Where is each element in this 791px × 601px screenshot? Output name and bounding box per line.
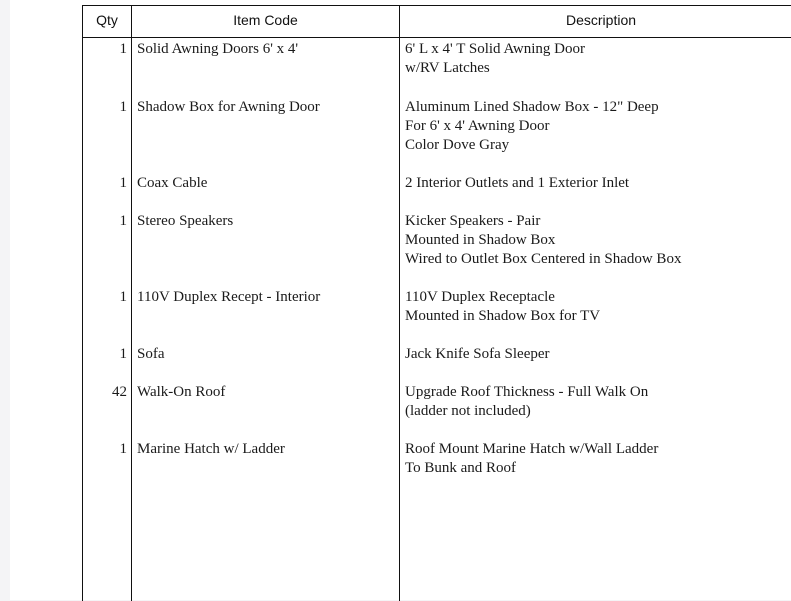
row-description <box>405 174 791 193</box>
row-item-code: Solid Awning Doors 6' x 4' <box>137 41 299 57</box>
description-line: (ladder not included) <box>405 403 531 419</box>
row-description <box>405 440 791 478</box>
row-qty: 1 <box>119 99 127 115</box>
row-description <box>405 288 791 326</box>
description-line: 110V Duplex Receptacle <box>405 289 555 305</box>
description-line: 2 Interior Outlets and 1 Exterior Inlet <box>405 175 630 191</box>
row-description <box>405 345 791 364</box>
document-page <box>10 0 791 600</box>
row-qty: 42 <box>112 384 127 400</box>
row-item-code: 110V Duplex Recept - Interior <box>137 289 321 305</box>
description-line: Wired to Outlet Box Centered in Shadow Box <box>405 251 682 267</box>
header-divider <box>83 37 791 38</box>
row-item-code: Sofa <box>137 346 165 362</box>
description-line: For 6' x 4' Awning Door <box>405 118 550 134</box>
row-description <box>405 40 791 78</box>
row-qty: 1 <box>119 213 127 229</box>
row-description <box>405 98 791 155</box>
row-item-code: Walk-On Roof <box>137 384 226 400</box>
description-line: Upgrade Roof Thickness - Full Walk On <box>405 384 649 400</box>
description-line: w/RV Latches <box>405 60 490 76</box>
description-line: 6' L x 4' T Solid Awning Door <box>405 41 586 57</box>
header-item-code: Item Code <box>233 12 298 28</box>
header-qty: Qty <box>96 12 118 28</box>
row-qty: 1 <box>119 346 127 362</box>
row-description <box>405 212 791 269</box>
description-line: Color Dove Gray <box>405 137 510 153</box>
description-line: Aluminum Lined Shadow Box - 12" Deep <box>405 99 659 115</box>
column-divider-item-code <box>399 6 400 601</box>
row-qty: 1 <box>119 441 127 457</box>
row-item-code: Shadow Box for Awning Door <box>137 99 320 115</box>
description-line: To Bunk and Roof <box>405 460 517 476</box>
row-item-code: Coax Cable <box>137 175 208 191</box>
row-item-code: Marine Hatch w/ Ladder <box>137 441 285 457</box>
description-line: Mounted in Shadow Box <box>405 232 556 248</box>
column-divider-qty <box>131 6 132 601</box>
row-qty: 1 <box>119 41 127 57</box>
description-line: Jack Knife Sofa Sleeper <box>405 346 550 362</box>
description-line: Roof Mount Marine Hatch w/Wall Ladder <box>405 441 659 457</box>
row-qty: 1 <box>119 289 127 305</box>
line-items-table <box>82 5 791 601</box>
description-line: Mounted in Shadow Box for TV <box>405 308 601 324</box>
row-qty: 1 <box>119 175 127 191</box>
header-description: Description <box>565 12 637 28</box>
row-item-code: Stereo Speakers <box>137 213 234 229</box>
row-description <box>405 383 791 421</box>
description-line: Kicker Speakers - Pair <box>405 213 541 229</box>
